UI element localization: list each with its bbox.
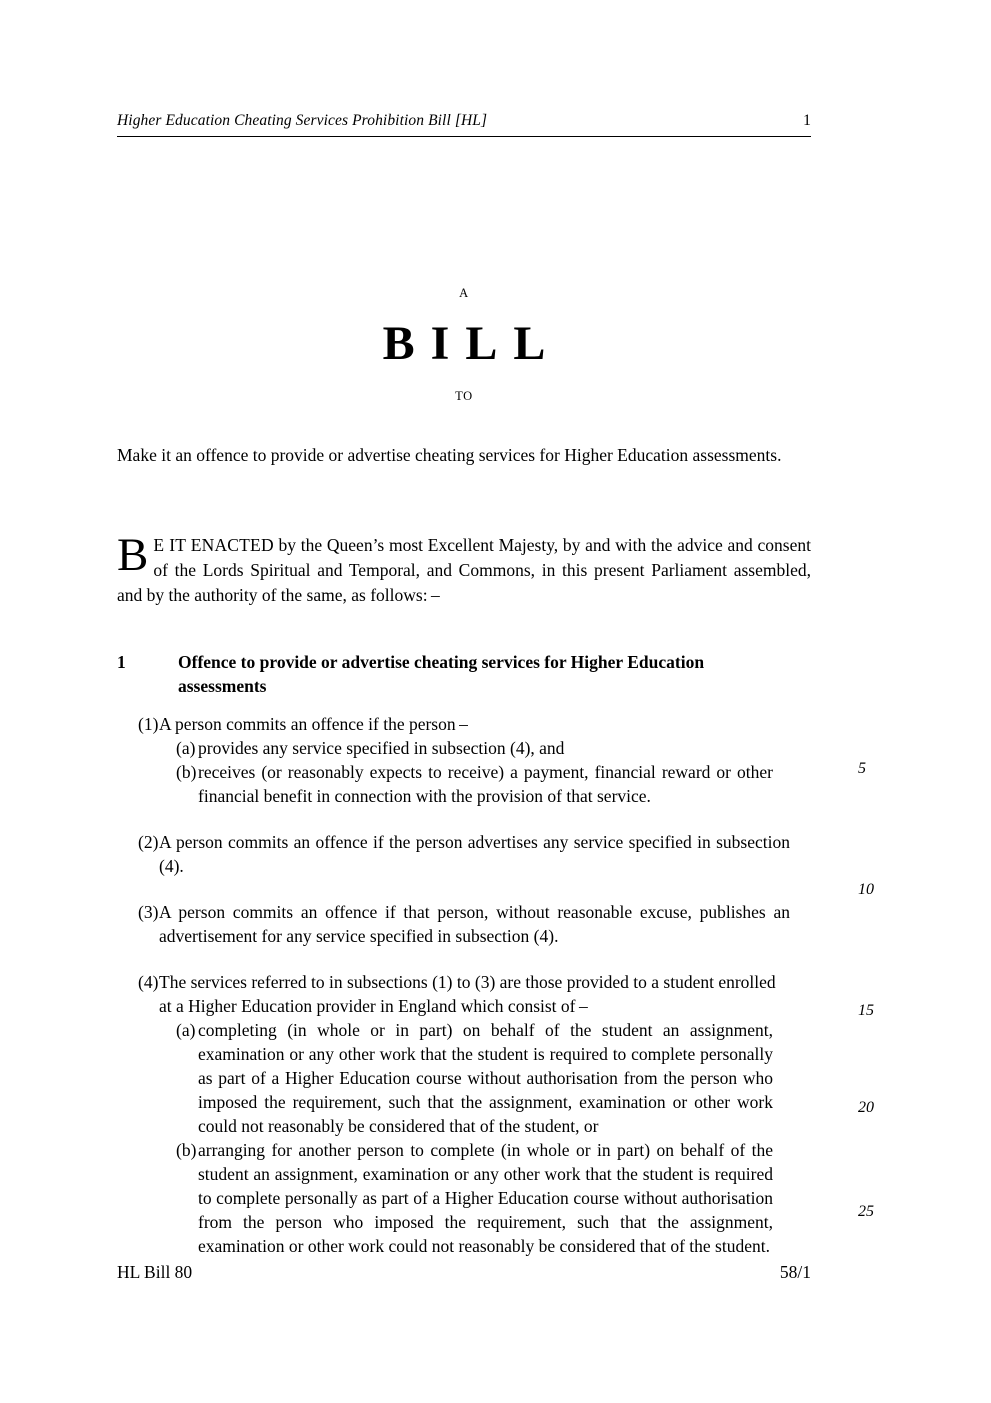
subsection-4-body <box>159 970 790 1258</box>
line-number-25: 25 <box>858 1203 874 1220</box>
subsection-2-body <box>159 830 790 878</box>
enacting-smallcaps: E IT ENACTED <box>153 535 274 555</box>
paragraph-1a-number: (a) <box>176 738 196 758</box>
title-block <box>117 287 811 402</box>
header-rule <box>117 136 811 137</box>
subsection-3-number: (3) <box>138 902 159 922</box>
subsection-1 <box>117 712 877 808</box>
subsection-3-body <box>159 900 790 948</box>
subsection-1-body <box>159 712 790 808</box>
title-to-word: TO <box>455 388 473 403</box>
section-1 <box>117 650 877 698</box>
subsection-4 <box>117 970 877 1258</box>
subsection-1-number: (1) <box>138 714 159 734</box>
enacting-formula <box>117 529 811 608</box>
subsection-4-text: The services referred to in subsections (1) to (3) are those provided to a student enrolled at a Higher Education provider in England which consist of – <box>159 972 776 1016</box>
bill-reference: HL Bill 80 <box>117 1262 193 1282</box>
section-heading: Offence to provide or advertise cheating services for Higher Education assessments <box>178 652 705 696</box>
paragraph-4a-text: completing (in whole or in part) on behalf of the student an assignment, examination or any other work that the student is required to complete personally as part of a Higher Education course without authorisation from the person who imposed the requirement, such that the assignment, examination or other work could not reasonably be considered that of the student, or <box>198 1020 773 1136</box>
paragraph-4a <box>159 1018 790 1138</box>
line-number-5: 5 <box>858 760 866 777</box>
running-header-title: Higher Education Cheating Services Prohibition Bill [HL] <box>117 112 488 129</box>
paragraph-1b <box>159 760 790 808</box>
section-number: 1 <box>117 652 126 672</box>
paragraph-1b-number: (b) <box>176 762 197 782</box>
paragraph-4b-text: arranging for another person to complete (in whole or in part) on behalf of the student an assignment, examination or any other work that the student is required to complete personally as part of a Higher Education course without authorisation from the person who imposed the requirement, such that the assignment, examination or other work could not reasonably be considered that of the student. <box>198 1140 773 1256</box>
paragraph-1b-text: receives (or reasonably expects to receive) a payment, financial reward or other financial benefit in connection with the provision of that service. <box>198 762 773 806</box>
bill-body <box>117 650 877 1258</box>
paragraph-4a-number: (a) <box>176 1020 196 1040</box>
subsection-1-text: A person commits an offence if the person – <box>159 714 468 734</box>
subsection-2 <box>117 830 877 878</box>
paragraph-1a <box>159 736 790 760</box>
title-article: A <box>459 286 469 300</box>
subsection-2-text: A person commits an offence if the person advertises any service specified in subsection (4). <box>159 832 790 876</box>
line-number-10: 10 <box>858 881 874 898</box>
enacting-rest: by the Queen’s most Excellent Majesty, by and with the advice and consent of the Lords Spiritual and Temporal, and Commons, in this present Parliament assembled, and by the authority of the same, as follows: – <box>117 535 811 605</box>
enacting-dropcap: B <box>117 529 149 581</box>
paragraph-1a-text: provides any service specified in subsection (4), and <box>198 738 565 758</box>
subsection-2-number: (2) <box>138 832 159 852</box>
subsection-3-text: A person commits an offence if that person, without reasonable excuse, publishes an advertisement for any service specified in subsection (4). <box>159 902 790 946</box>
subsection-3 <box>117 900 877 948</box>
paragraph-4b <box>159 1138 790 1258</box>
page-number: 1 <box>803 112 811 129</box>
line-number-15: 15 <box>858 1002 874 1019</box>
long-title: Make it an offence to provide or advertise cheating services for Higher Education assessments. <box>117 445 782 465</box>
paragraph-4b-number: (b) <box>176 1140 197 1160</box>
print-code: 58/1 <box>779 1262 811 1282</box>
subsection-4-number: (4) <box>138 972 159 992</box>
page-footer <box>117 1262 811 1283</box>
title-bill-word: BILL <box>382 316 562 370</box>
line-number-20: 20 <box>858 1099 874 1116</box>
running-header <box>117 112 811 130</box>
